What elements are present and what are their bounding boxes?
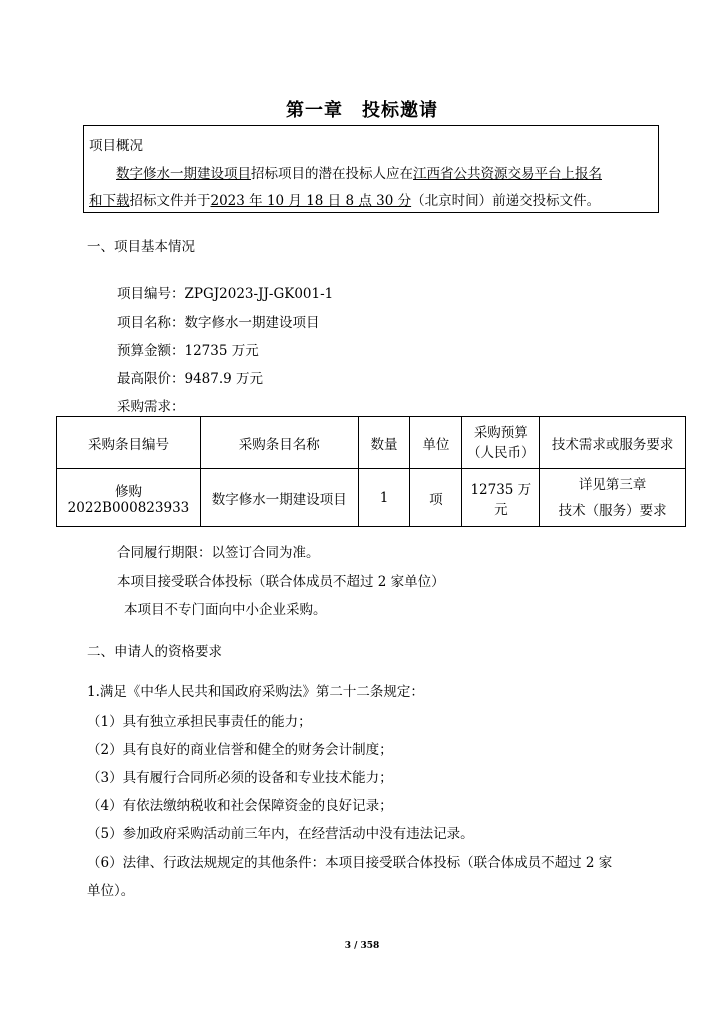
header-budget-line2: （人民币） xyxy=(467,444,535,461)
max-price: 最高限价：9487.9 万元 xyxy=(117,371,264,387)
qualification-1-1: （1）具有独立承担民事责任的能力； xyxy=(87,714,312,730)
overview-project-name: 数字修水一期建设项目 xyxy=(116,166,251,182)
qualification-1-6-cont: 单位）。 xyxy=(87,883,135,899)
header-unit: 单位 xyxy=(410,417,462,469)
overview-heading: 项目概况 xyxy=(89,138,143,154)
overview-deadline: 2023 年 10 月 18 日 8 点 30 分 xyxy=(210,193,412,209)
header-requirements: 技术需求或服务要求 xyxy=(540,417,686,469)
qualification-1-2: （2）具有良好的商业信誉和健全的财务会计制度； xyxy=(87,742,393,758)
section-1-heading: 一、项目基本情况 xyxy=(87,239,195,255)
qualification-1-5: （5）参加政府采购活动前三年内，在经营活动中没有违法记录。 xyxy=(87,826,474,842)
overview-platform: 江西省公共资源交易平台上报名 xyxy=(413,166,602,182)
contract-period: 合同履行期限：以签订合同为准。 xyxy=(117,545,320,561)
table-header-row xyxy=(57,417,686,469)
cell-item-name: 数字修水一期建设项目 xyxy=(200,469,358,527)
section-2-heading: 二、申请人的资格要求 xyxy=(87,644,222,660)
cell-unit: 项 xyxy=(410,469,462,527)
overview-text: 招标文件并于 xyxy=(129,193,211,209)
budget-amount: 预算金额：12735 万元 xyxy=(117,343,259,359)
table-row xyxy=(57,469,686,527)
cell-item-number: 修购 2022B000823933 xyxy=(57,469,201,527)
procurement-needs-label: 采购需求： xyxy=(117,399,185,415)
procurement-table xyxy=(56,416,686,527)
page-number: 3 / 358 xyxy=(344,941,380,951)
header-item-number: 采购条目编号 xyxy=(57,417,201,469)
project-overview-box xyxy=(83,125,659,213)
qualification-1-6: （6）法律、行政法规规定的其他条件：本项目接受联合体投标（联合体成员不超过 2 家 xyxy=(87,855,613,871)
sme-note: 本项目不专门面向中小企业采购。 xyxy=(124,602,327,618)
chapter-title: 第一章 投标邀请 xyxy=(286,100,438,121)
project-name: 项目名称：数字修水一期建设项目 xyxy=(117,315,320,331)
qualification-1-3: （3）具有履行合同所必须的设备和专业技术能力； xyxy=(87,770,393,786)
overview-download: 和下载 xyxy=(89,193,130,209)
overview-line-2 xyxy=(89,189,600,209)
cell-requirements-line1: 详见第三章 xyxy=(578,476,647,493)
qualification-1: 1.满足《中华人民共和国政府采购法》第二十二条规定： xyxy=(87,684,424,700)
project-number: 项目编号：ZPGJ2023-JJ-GK001-1 xyxy=(117,286,334,302)
overview-line-1 xyxy=(116,162,602,182)
qualification-1-4: （4）有依法缴纳税收和社会保障资金的良好记录； xyxy=(87,798,393,814)
header-budget xyxy=(462,417,540,469)
overview-text: （北京时间）前递交投标文件。 xyxy=(411,193,601,209)
cell-requirements xyxy=(540,469,686,527)
consortium-note: 本项目接受联合体投标（联合体成员不超过 2 家单位） xyxy=(117,574,445,590)
header-budget-line1: 采购预算 xyxy=(473,424,528,441)
header-item-name: 采购条目名称 xyxy=(200,417,358,469)
overview-text: 招标项目的潜在投标人应在 xyxy=(251,166,413,182)
cell-budget: 12735 万元 xyxy=(462,469,540,527)
header-quantity: 数量 xyxy=(358,417,410,469)
cell-requirements-line2: 技术（服务）要求 xyxy=(558,502,667,519)
cell-quantity: 1 xyxy=(358,469,410,527)
